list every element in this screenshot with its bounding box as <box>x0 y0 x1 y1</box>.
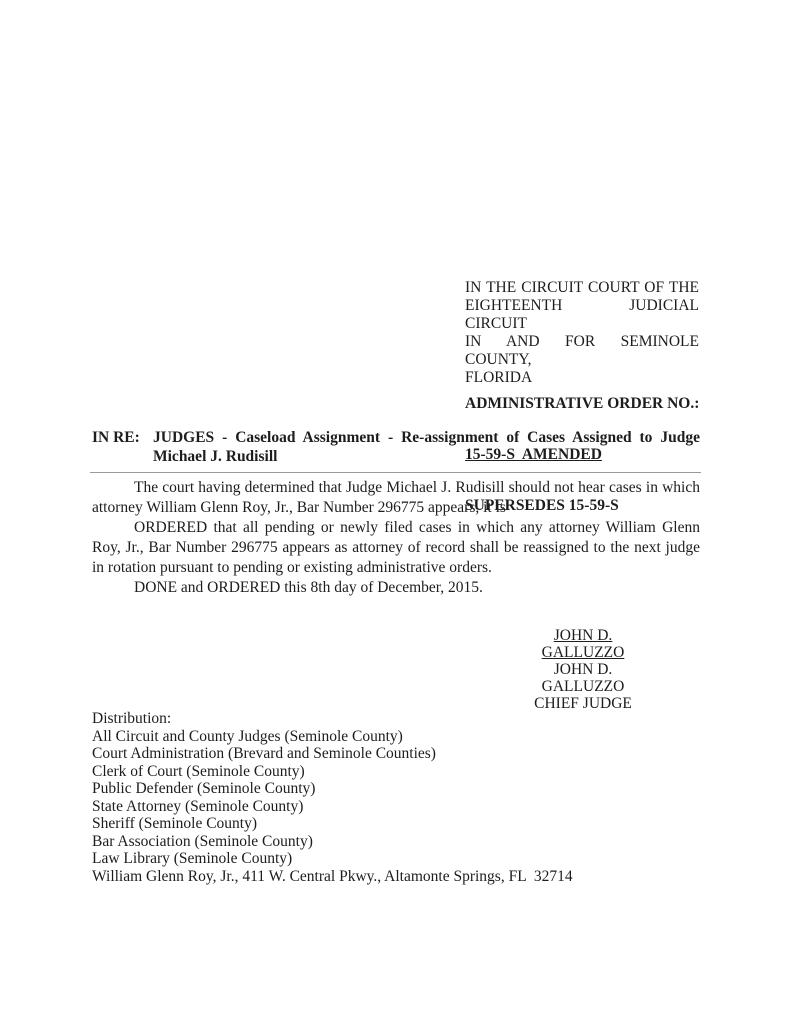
distribution-recipient: All Circuit and County Judges (Seminole County) <box>92 727 403 745</box>
order-number-label: ADMINISTRATIVE ORDER NO.: <box>465 395 700 412</box>
body-paragraph: The court having determined that Judge Michael J. Rudisill should not hear cases in which attorney William Glenn Roy, Jr., Bar Number 296775 appears, it is <box>92 479 700 516</box>
court-header-line: FLORIDA <box>465 369 533 386</box>
distribution-recipient: State Attorney (Seminole County) <box>92 797 304 815</box>
distribution-recipient: Bar Association (Seminole County) <box>92 832 313 850</box>
in-re-block <box>92 428 700 466</box>
distribution-recipient: Law Library (Seminole County) <box>92 850 293 867</box>
in-re-subject: JUDGES - Caseload Assignment - Re-assignment of Cases Assigned to Judge Michael J. Rudisill <box>153 429 700 465</box>
order-number-value: 15-59-S AMENDED <box>465 446 602 463</box>
signature-block <box>512 627 654 712</box>
order-body <box>92 478 700 598</box>
signature-title: CHIEF JUDGE <box>534 695 632 712</box>
separator-rule <box>90 472 701 473</box>
distribution-recipient: Court Administration (Brevard and Seminole Counties) <box>92 745 436 762</box>
court-header-line: IN AND FOR SEMINOLE COUNTY, <box>465 333 699 368</box>
court-header-line: IN THE CIRCUIT COURT OF THE <box>465 279 699 296</box>
court-header-line: EIGHTEENTH JUDICIAL CIRCUIT <box>465 297 699 332</box>
distribution-heading: Distribution: <box>92 710 172 727</box>
signature-signed-name: JOHN D. GALLUZZO <box>541 627 625 661</box>
signature-printed-name: JOHN D. GALLUZZO <box>541 661 625 695</box>
distribution-recipient: Sheriff (Seminole County) <box>92 815 258 832</box>
distribution-list <box>92 710 700 885</box>
distribution-recipient: Clerk of Court (Seminole County) <box>92 762 305 780</box>
in-re-label: IN RE: <box>92 429 140 446</box>
body-paragraph: ORDERED that all pending or newly filed cases in which any attorney William Glenn Roy, Jr., Bar Number 296775 appears as attorney of record shall be reassigned to the next judge in rotation pursuant to pending or existing administrative orders. <box>92 519 700 576</box>
body-paragraph-done-ordered: DONE and ORDERED this 8th day of December, 2015. <box>134 579 483 596</box>
distribution-recipient: Public Defender (Seminole County) <box>92 780 316 797</box>
order-supersedes: SUPERSEDES 15-59-S <box>465 497 619 514</box>
distribution-recipient: William Glenn Roy, Jr., 411 W. Central Pkwy., Altamonte Springs, FL 32714 <box>92 867 573 885</box>
